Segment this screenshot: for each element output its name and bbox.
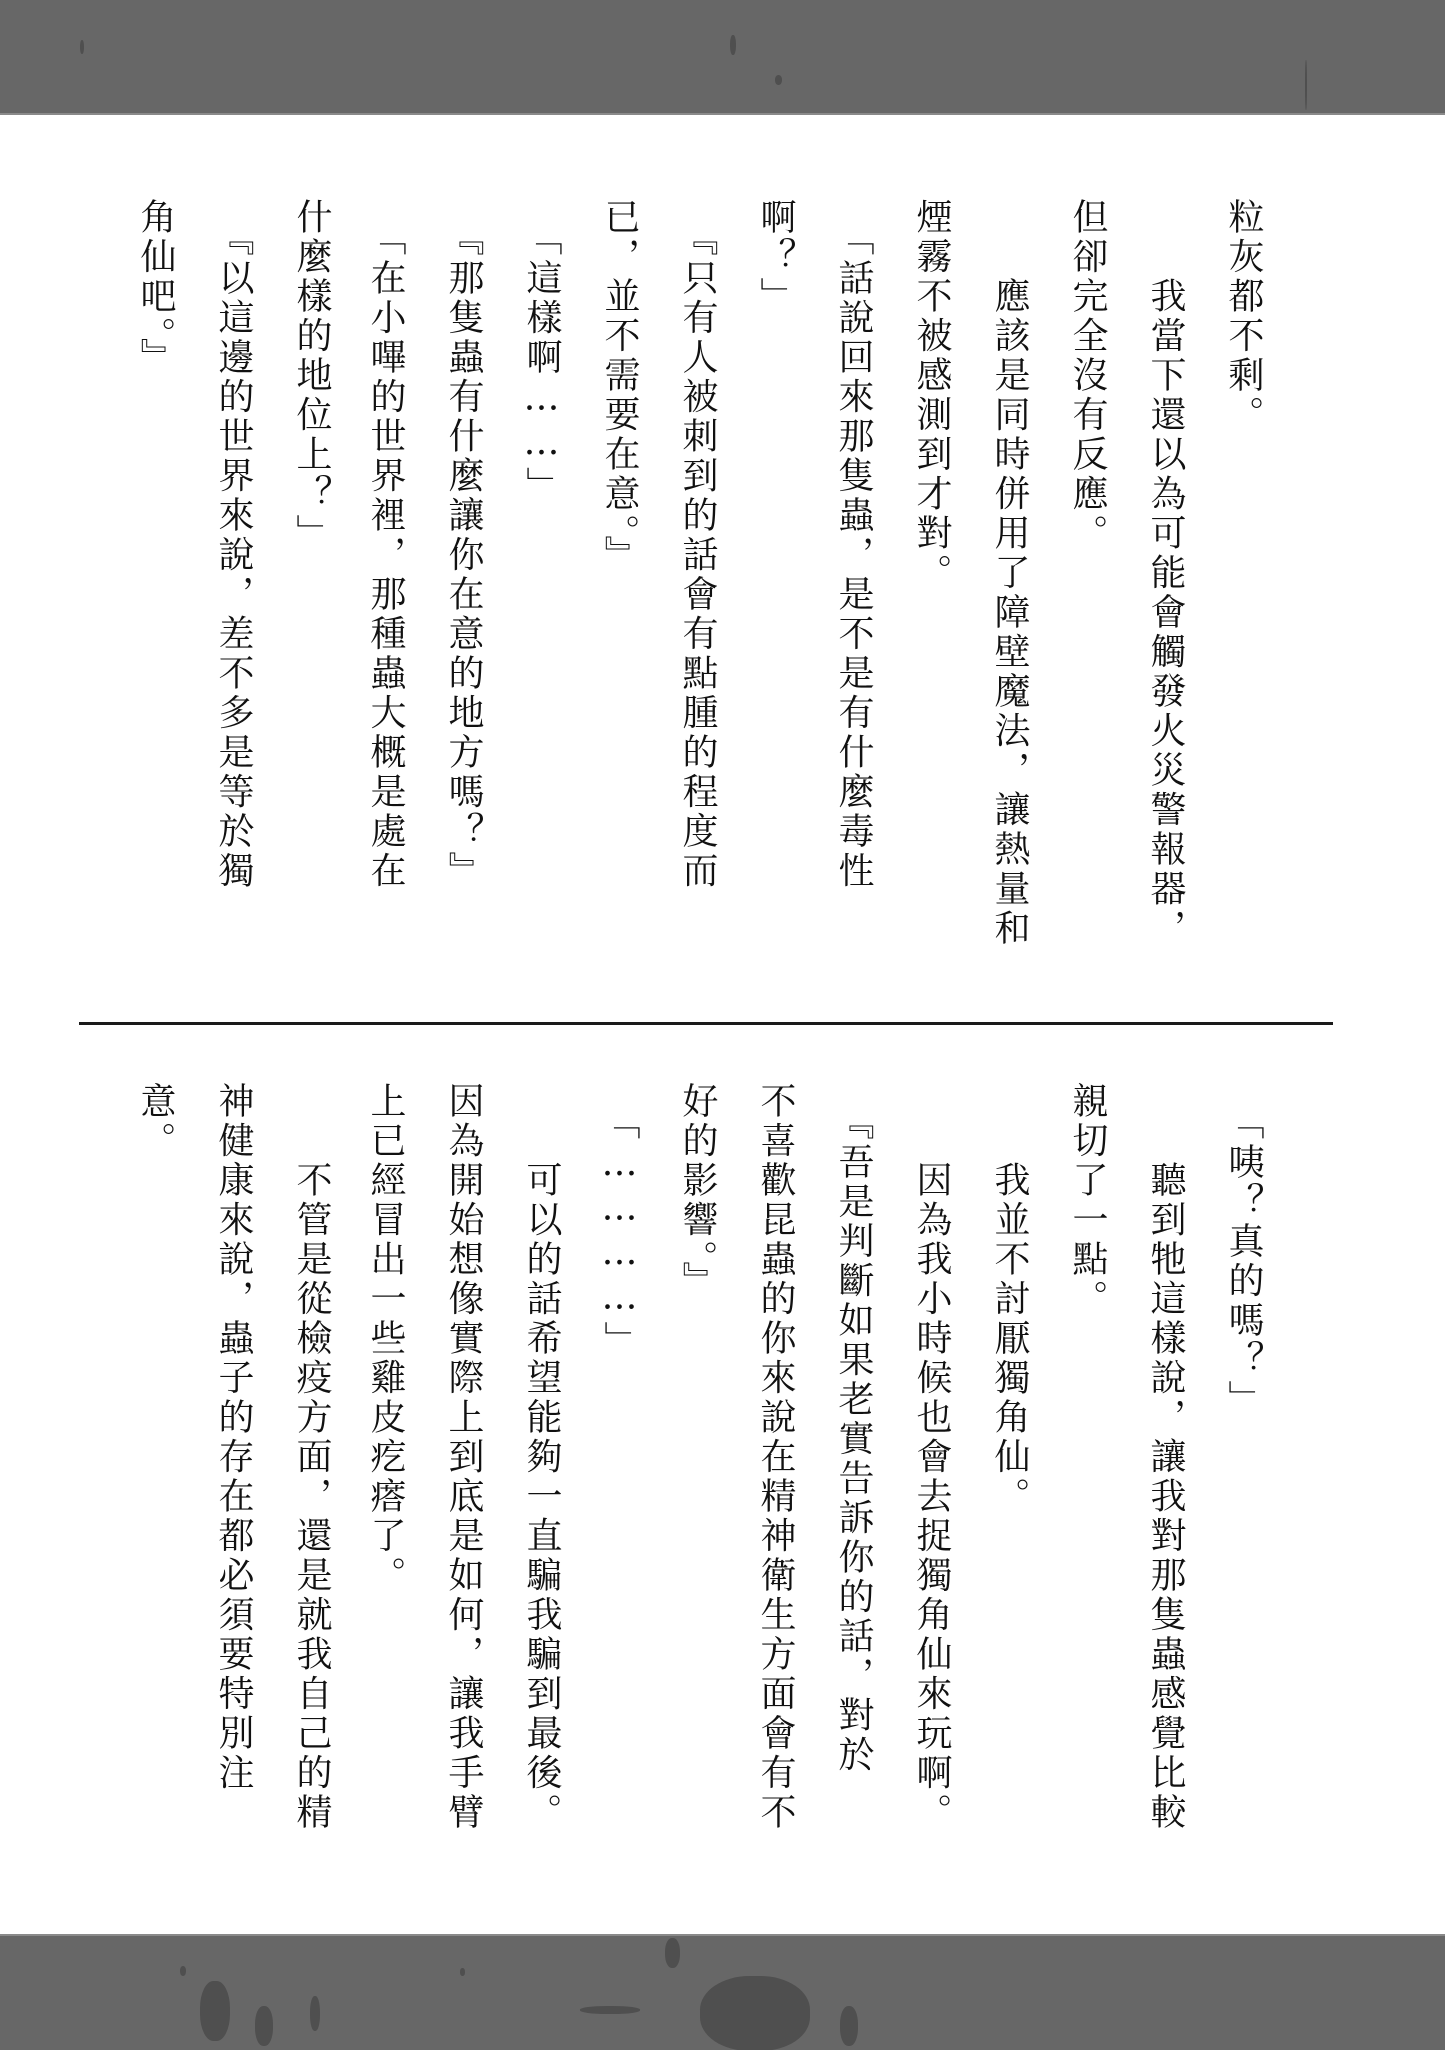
text-column: 我當下還以為可能會觸發火災警報器，	[1145, 198, 1186, 949]
text-column: 角仙吧。』	[135, 198, 176, 378]
text-column: 但卻完全沒有反應。	[1067, 198, 1108, 554]
texture-speck	[460, 1968, 465, 1976]
texture-speck	[180, 1966, 186, 1976]
text-column: 『以這邊的世界來說，差不多是等於獨	[213, 198, 254, 891]
text-column: 不喜歡昆蟲的你來說在精神衛生方面會有不	[755, 1082, 796, 1833]
text-column: 神健康來說，蟲子的存在都必須要特別注	[213, 1082, 254, 1793]
text-column: 「話說回來那隻蟲，是不是有什麼毒性	[833, 198, 874, 891]
text-column: 親切了一點。	[1067, 1082, 1108, 1319]
text-column: 啊？」	[755, 198, 796, 317]
text-column: 什麼樣的地位上？」	[291, 198, 332, 554]
texture-speck	[665, 1938, 680, 1968]
text-column: 我並不討厭獨角仙。	[989, 1082, 1030, 1517]
text-column: 聽到牠這樣說，讓我對那隻蟲感覺比較	[1145, 1082, 1186, 1833]
text-column: 好的影響。』	[677, 1082, 718, 1301]
text-column: 不管是從檢疫方面，還是就我自己的精	[291, 1082, 332, 1833]
text-column: 因為我小時候也會去捉獨角仙來玩啊。	[911, 1082, 952, 1833]
text-column: 煙霧不被感測到才對。	[911, 198, 952, 593]
texture-speck	[840, 2006, 858, 2046]
texture-speck	[310, 1996, 320, 2031]
text-column: 應該是同時併用了障壁魔法，讓熱量和	[989, 198, 1030, 949]
text-column: 意。	[135, 1082, 176, 1161]
text-column: 『只有人被刺到的話會有點腫的程度而	[677, 198, 718, 891]
texture-speck	[200, 1981, 230, 2041]
text-column: 因為開始想像實際上到底是如何，讓我手臂	[443, 1082, 484, 1833]
text-column: 『吾是判斷如果老實告訴你的話，對於	[833, 1082, 874, 1775]
section-divider	[79, 1022, 1333, 1025]
text-column: 『那隻蟲有什麼讓你在意的地方嗎？』	[443, 198, 484, 891]
text-column: 上已經冒出一些雞皮疙瘩了。	[365, 1082, 406, 1596]
text-column: 已，並不需要在意。』	[599, 198, 640, 575]
text-column: 「在小嗶的世界裡，那種蟲大概是處在	[365, 198, 406, 891]
text-column: 「咦？真的嗎？」	[1223, 1082, 1264, 1420]
text-column: 「…………」	[599, 1082, 640, 1361]
text-column: 「這樣啊……」	[521, 198, 562, 506]
bottom-texture-band	[0, 1934, 1445, 2050]
texture-speck	[255, 2006, 273, 2046]
text-column: 粒灰都不剩。	[1223, 198, 1264, 435]
text-column: 可以的話希望能夠一直騙我騙到最後。	[521, 1082, 562, 1833]
texture-speck	[700, 1976, 810, 2050]
texture-speck	[580, 2006, 640, 2014]
